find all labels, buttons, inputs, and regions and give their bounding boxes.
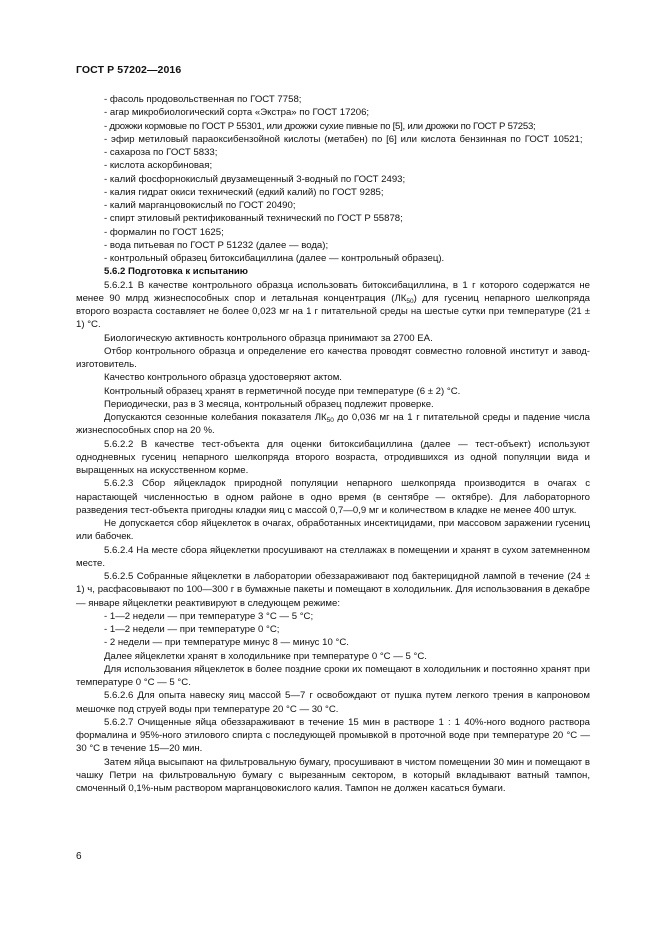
paragraph-5-6-2-2: 5.6.2.2 В качестве тест-объекта для оценки битоксибациллина (далее — тест-объект) используют однодневных гусениц непарного шелкопряда второго возраста, отродившихся из одной популяции вида и выращенных на искусственном корме.	[76, 438, 590, 476]
document-code-header: ГОСТ Р 57202—2016	[76, 64, 182, 76]
paragraph: Биологическую активность контрольного образца принимают за 2700 ЕА.	[104, 332, 433, 344]
list-item: - калия гидрат окиси технический (едкий калий) по ГОСТ 9285;	[104, 186, 384, 198]
paragraph: Затем яйца высыпают на фильтровальную бумагу, просушивают в чистом помещении 30 мин и помещают в чашку Петри на фильтровальную бумагу с вырезанным сектором, в который вкладывают ватный тампон, смоченный 0,1%-ным раствором марганцовокислого калия. Тампон не должен касаться бумаги.	[76, 756, 590, 794]
list-item: - 2 недели — при температуре минус 8 — минус 10 °С.	[104, 637, 349, 649]
list-item: - калий фосфорнокислый двузамещенный 3-водный по ГОСТ 2493;	[104, 173, 406, 185]
list-item: - эфир метиловый параоксибензойной кислоты (метабен) по [6] или кислота бензинная по ГОСТ 10521;	[104, 133, 583, 145]
list-item: - 1—2 недели — при температуре 3 °С — 5 °С;	[104, 610, 314, 622]
list-item: - контрольный образец битоксибациллина (далее — контрольный образец).	[104, 253, 445, 264]
paragraph-text: до 0,036 мг на 1 г питательной среды и падение числа жизнеспособных спор на 20 %.	[76, 412, 590, 437]
paragraph-5-6-2-3: 5.6.2.3 Сбор яйцекладок природной популяции непарного шелкопряда производится в очагах с нарастающей численностью в одном районе в одно время (в сентябре — октябре). Для лабораторного разведения тест-объекта пригодны кладки яиц с массой 0,7—0,9 мг и количеством в кладке не менее 400 штук.	[76, 478, 590, 516]
list-item: - вода питьевая по ГОСТ Р 51232 (далее — вода);	[104, 239, 329, 251]
paragraph: Отбор контрольного образца и определение его качества проводят совместно головной институт и завод-изготовитель.	[76, 345, 590, 370]
paragraph-text: Допускаются сезонные колебания показателя ЛК	[104, 412, 327, 423]
paragraph: Далее яйцеклетки хранят в холодильнике при температуре 0 °С — 5 °С.	[104, 650, 427, 662]
list-item: - агар микробиологический сорта «Экстра» по ГОСТ 17206;	[104, 107, 370, 119]
subscript-50: 50	[326, 417, 334, 424]
list-item: - сахароза по ГОСТ 5833;	[104, 147, 218, 158]
paragraph-5-6-2-7: 5.6.2.7 Очищенные яйца обеззараживают в течение 15 мин в растворе 1 : 1 40%-ного водного раствора формалина и 95%-ного этилового спирта с последующей промывкой в проточной воде при температуре 20 °С — 30 °С в течение 15—20 мин.	[76, 716, 590, 755]
paragraph: Периодически, раз в 3 месяца, контрольный образец подлежит проверке.	[104, 398, 434, 410]
paragraph: Для использования яйцеклеток в более поздние сроки их помещают в холодильник и постоянно хранят при температуре 0 °С — 5 °С.	[76, 663, 590, 688]
list-item: - фасоль продовольственная по ГОСТ 7758;	[104, 94, 302, 105]
list-item: - спирт этиловый ректификованный технический по ГОСТ Р 55878;	[104, 213, 403, 225]
list-item: - калий марганцовокислый по ГОСТ 20490;	[104, 200, 296, 211]
list-item: - 1—2 недели — при температуре 0 °С;	[104, 624, 280, 635]
list-item: - формалин по ГОСТ 1625;	[104, 226, 224, 238]
paragraph-5-6-2-1	[76, 279, 590, 332]
paragraph-text: ) для гусениц непарного шелкопряда второго возраста составляет не более 0,023 мг на 1 г питательной среды на шестые сутки при температуре (21 ± 1) °С.	[76, 292, 590, 331]
page-number: 6	[76, 851, 82, 862]
paragraph-seasonal	[76, 411, 590, 438]
paragraph: Качество контрольного образца удостоверяют актом.	[104, 372, 342, 384]
paragraph: Контрольный образец хранят в герметичной посуде при температуре (6 ± 2) °С.	[104, 385, 461, 397]
paragraph-5-6-2-6: 5.6.2.6 Для опыта навеску яиц массой 5—7 г освобождают от пушка путем легкого трения в капроновом мешочке под струей воды при температуре 20 °С — 30 °С.	[76, 690, 590, 715]
paragraph-5-6-2-5: 5.6.2.5 Собранные яйцеклетки в лаборатории обеззараживают под бактерицидной лампой в течение (24 ± 1) ч, расфасовывают по 100—300 г в бумажные пакеты и помещают в холодильник. Для использования в декабре — январе яйцеклетки реактивируют в следующем режиме:	[76, 571, 590, 609]
paragraph: Не допускается сбор яйцеклеток в очагах, обработанных инсектицидами, при массовом заражении гусениц или бабочек.	[76, 518, 590, 543]
list-item: - кислота аскорбиновая;	[104, 160, 213, 172]
paragraph-5-6-2-4: 5.6.2.4 На месте сбора яйцеклетки просушивают на стеллажах в помещении и хранят в сухом затемненном месте.	[76, 544, 590, 569]
paragraph-text: 5.6.2.1 В качестве контрольного образца использовать битоксибациллина, в 1 г которого содержатся не менее 90 млрд жизнеспособных спор и летальная концентрация (ЛК	[76, 279, 590, 304]
subscript-50: 50	[406, 297, 414, 305]
document-body	[76, 93, 590, 795]
section-heading: 5.6.2 Подготовка к испытанию	[104, 266, 248, 278]
list-item: - дрожжи кормовые по ГОСТ Р 55301, или дрожжи сухие пивные по [5], или дрожжи по ГОСТ Р 57253;	[104, 120, 536, 132]
